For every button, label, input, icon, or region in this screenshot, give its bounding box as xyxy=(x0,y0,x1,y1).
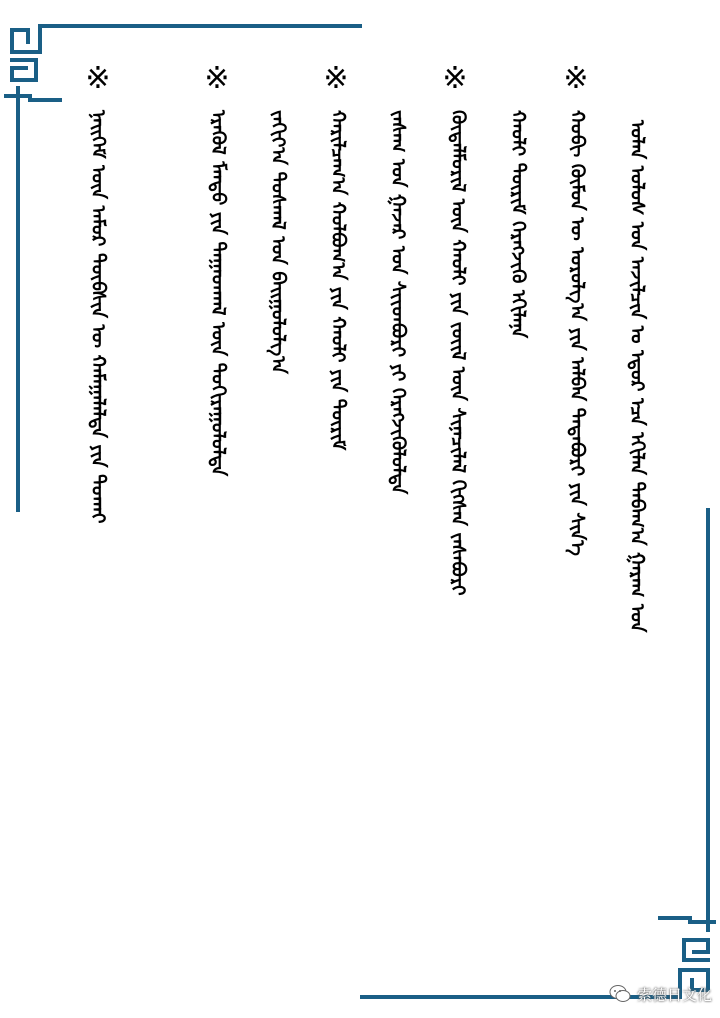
watermark-label: 索德日文化 xyxy=(636,985,712,1004)
reference-mark: ※ xyxy=(563,61,589,96)
chat-bubble-icon xyxy=(609,984,631,1004)
column-6: ᠬᠠᠷᠢᠯᠴᠠᠭ᠎ᠠ ᠬᠣᠯᠪᠣᠭ᠎ᠠ ᠶᠢᠨ ᠬᠠᠤᠯᠢ ᠶᠢᠨ ᠳᠦᠷᠢᠮ xyxy=(327,110,349,451)
column-3: ᠬᠠᠤᠯᠢ ᠳᠦᠷᠢᠮ ᠬᠡᠷᠡᠭᠵᠢᠬᠦ ᠡᠬᠢᠯᠡᠨᠡ xyxy=(507,110,529,339)
column-1: ᠣᠯᠠᠨ ᠤᠯᠤᠰ ᠤᠨ ᠠᠵᠢᠯᠴᠢᠨ ᠤ ᠡᠳᠦᠷ ᠡᠴᠡ ᠡᠬᠢᠯᠡᠨ ᠳᠠᠪᠠᠭ᠎ᠠ ᠭᠠᠷᠠᠭ ᠤᠨ xyxy=(626,120,648,633)
reference-mark: ※ xyxy=(442,61,468,96)
column-2: ᠬᠤᠪᠢ ᠬᠦᠮᠦᠨ ᠦ ᠣᠷᠣᠯᠭ᠎ᠠ ᠶᠢᠨ ᠠᠯᠪᠠᠨ ᠲᠠᠲᠠᠪᠤᠷᠢ ᠶᠢᠨ ᠰᠢᠨ᠎ᠡ xyxy=(566,110,588,556)
column-9: ᠨᠡᠢᠭᠡᠮ ᠦᠨ ᠠᠮᠤᠷ ᠲᠦᠪᠰᠢᠨ ᠦ ᠬᠠᠮᠠᠭᠠᠯᠠᠯᠲᠠ ᠶᠢᠨ ᠲᠤᠬᠠᠢ xyxy=(87,110,109,524)
reference-mark: ※ xyxy=(323,61,349,96)
reference-mark: ※ xyxy=(204,61,230,96)
column-4: ᠬᠦᠳᠡᠯᠮᠦᠷᠢᠯ ᠦᠨ ᠬᠠᠤᠯᠢ ᠶᠢᠨ ᠵᠦᠢᠯ ᠦᠨ ᠰᠢᠨᠡᠴᠢᠯᠡᠯ ᠬᠢᠭᠰᠡᠨ ᠵᠠᠰᠠᠪᠤᠷᠢ xyxy=(447,110,469,596)
reference-mark: ※ xyxy=(85,61,111,96)
watermark xyxy=(609,982,712,1006)
column-8: ᠡᠷᠡᠭᠦᠯ ᠮᠡᠨᠳᠦ ᠶᠢᠨ ᠳᠠᠭᠠᠳᠬᠠᠯ ᠦᠨ ᠲᠣᠬᠢᠷᠠᠭᠤᠯᠤᠯᠲᠠ xyxy=(207,110,229,477)
column-7: ᠵᠠᠬᠢᠶ᠎ᠠ ᠲᠤᠰᠬᠠᠯ ᠤᠨ ᠪᠠᠢᠭᠤᠯᠤᠯᠭ᠎ᠠ xyxy=(267,110,289,374)
column-5: ᠵᠠᠰᠠᠭ ᠤᠨ ᠭᠠᠵᠠᠷ ᠤᠨ ᠰᠢᠢᠳᠪᠦᠷᠢ ᠶᠢ ᠬᠡᠷᠡᠭᠵᠢᠭᠦᠯᠦᠯᠲᠡ xyxy=(387,110,409,495)
